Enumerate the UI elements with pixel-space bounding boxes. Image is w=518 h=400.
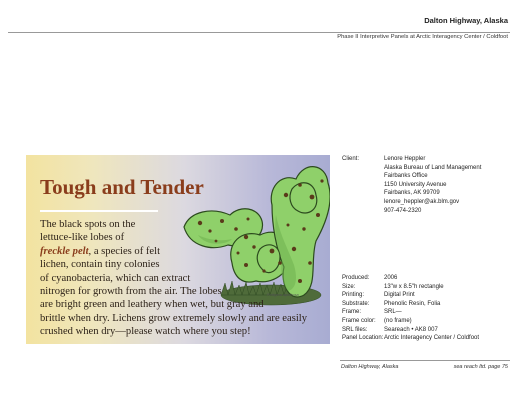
body-line: of cyanobacteria, which can extract	[40, 272, 191, 284]
body-line	[40, 245, 307, 258]
spec-label: Size:	[342, 283, 356, 290]
illustration-credit: Peltigera aphthosa	[267, 293, 299, 297]
header-divider	[8, 32, 510, 33]
spec-label: Panel Location:	[342, 335, 384, 342]
interpretive-panel-image	[26, 155, 330, 344]
footer-divider	[340, 360, 510, 361]
client-line: 1150 University Avenue	[384, 181, 447, 188]
page-title: Dalton Highway, Alaska	[424, 16, 508, 25]
body-fragment: , a species of felt	[88, 245, 161, 257]
client-line: Lenore Heppler	[384, 156, 426, 162]
footer-page-number: sea reach ltd. page 75	[453, 364, 508, 370]
spec-label: SRL files:	[342, 326, 368, 333]
spec-value: Phenolic Resin, Folia	[384, 300, 441, 307]
body-line: lichen, contain tiny colonies	[40, 259, 160, 271]
client-phone: 907-474-2320	[384, 207, 422, 214]
spec-label: Printing:	[342, 292, 365, 299]
panel-title-rule	[40, 210, 158, 212]
spec-label: Produced:	[342, 275, 370, 281]
spec-label: Frame color:	[342, 318, 376, 324]
client-email: lenore_heppler@ak.blm.gov	[384, 199, 460, 205]
spec-value: Digital Print	[384, 292, 415, 299]
species-name: freckle pelt	[40, 245, 89, 257]
spec-value: SRL—	[384, 309, 402, 316]
client-line: Fairbanks, AK 99709	[384, 190, 440, 197]
body-line: are bright green and leathery when wet, but gray and	[40, 299, 264, 311]
body-line: The black spots on the	[40, 219, 136, 230]
panel-title: Tough and Tender	[40, 175, 204, 199]
spec-value: Arctic Interagency Center / Coldfoot	[384, 335, 480, 342]
spec-value: 2006	[384, 275, 398, 281]
spec-label: Frame:	[342, 309, 362, 316]
spec-value: Seareach • AK8 007	[384, 326, 438, 333]
body-line: nitrogen for growth from the air. The lobes	[40, 286, 222, 298]
spec-value: (no frame)	[384, 318, 412, 324]
body-line: crushed when dry—please watch where you step!	[40, 326, 251, 338]
spec-value: 13"w x 8.5"h rectangle	[384, 283, 444, 290]
client-label: Client:	[342, 156, 360, 162]
panel-body-text	[40, 218, 307, 339]
client-line: Fairbanks Office	[384, 173, 428, 180]
spec-label: Substrate:	[342, 300, 370, 307]
footer-location: Dalton Highway, Alaska	[341, 364, 399, 370]
page-subtitle: Phase II Interpretive Panels at Arctic Interagency Center / Coldfoot	[337, 34, 508, 40]
body-line: lettuce-like lobes of	[40, 232, 125, 244]
client-line: Alaska Bureau of Land Management	[384, 164, 482, 171]
body-line: brittle when dry. Lichens grow extremely slowly and are easily	[40, 312, 308, 324]
